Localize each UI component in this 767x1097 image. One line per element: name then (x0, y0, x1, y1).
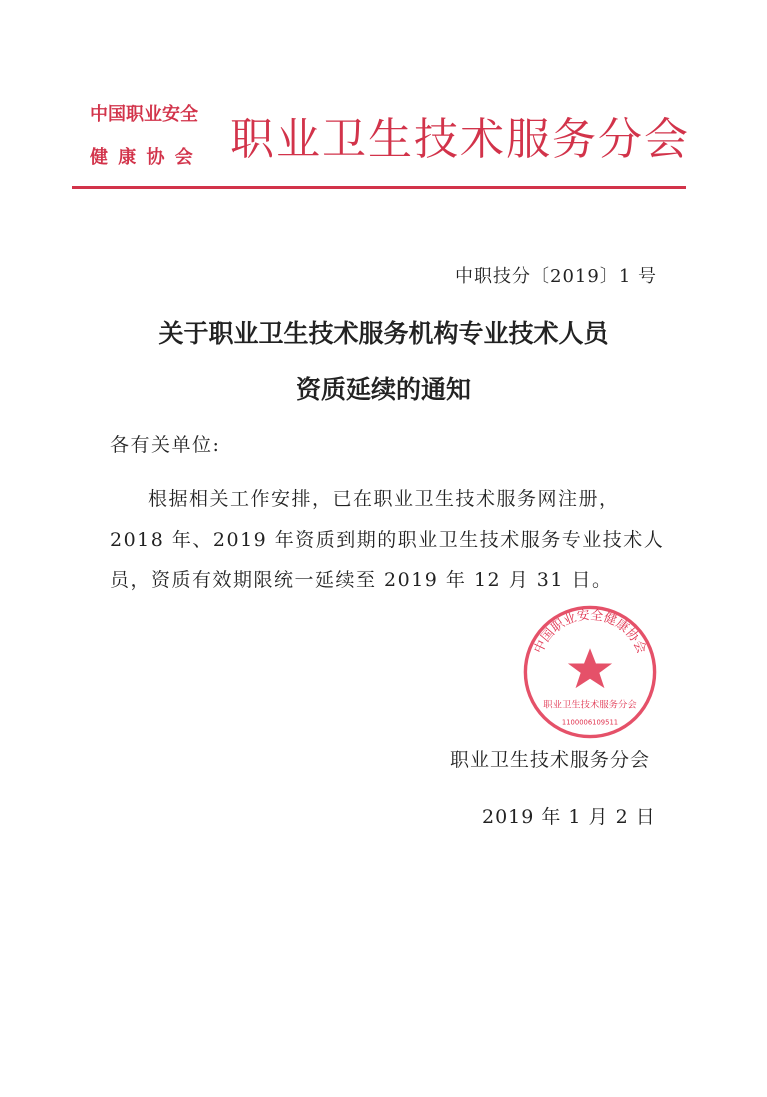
body-line: 员，资质有效期限统一延续至 2019 年 12 月 31 日。 (110, 569, 613, 591)
salutation: 各有关单位: (110, 434, 221, 456)
svg-text:职业卫生技术服务分会: 职业卫生技术服务分会 (543, 699, 637, 711)
official-seal (522, 604, 658, 740)
document-number: 中职技分〔2019〕1 号 (455, 266, 657, 287)
letterhead-org-line2: 健 康 协 会 (90, 147, 195, 168)
letterhead-divider (72, 186, 686, 189)
letterhead-branch-title: 职业卫生技术服务分会 (230, 114, 690, 165)
signature-date: 2019 年 1 月 2 日 (482, 806, 656, 828)
body-line: 根据相关工作安排，已在职业卫生技术服务网注册， (148, 488, 620, 510)
body-line: 2018 年、2019 年资质到期的职业卫生技术服务专业技术人 (110, 529, 665, 551)
document-title-line2: 资质延续的通知 (295, 375, 471, 404)
document-title-line1: 关于职业卫生技术服务机构专业技术人员 (158, 319, 609, 348)
signature-org: 职业卫生技术服务分会 (450, 749, 651, 771)
letterhead-org-line1: 中国职业安全 (90, 104, 198, 125)
svg-text:中国职业安全健康协会: 中国职业安全健康协会 (531, 608, 649, 656)
svg-text:1100006109511: 1100006109511 (561, 718, 619, 727)
